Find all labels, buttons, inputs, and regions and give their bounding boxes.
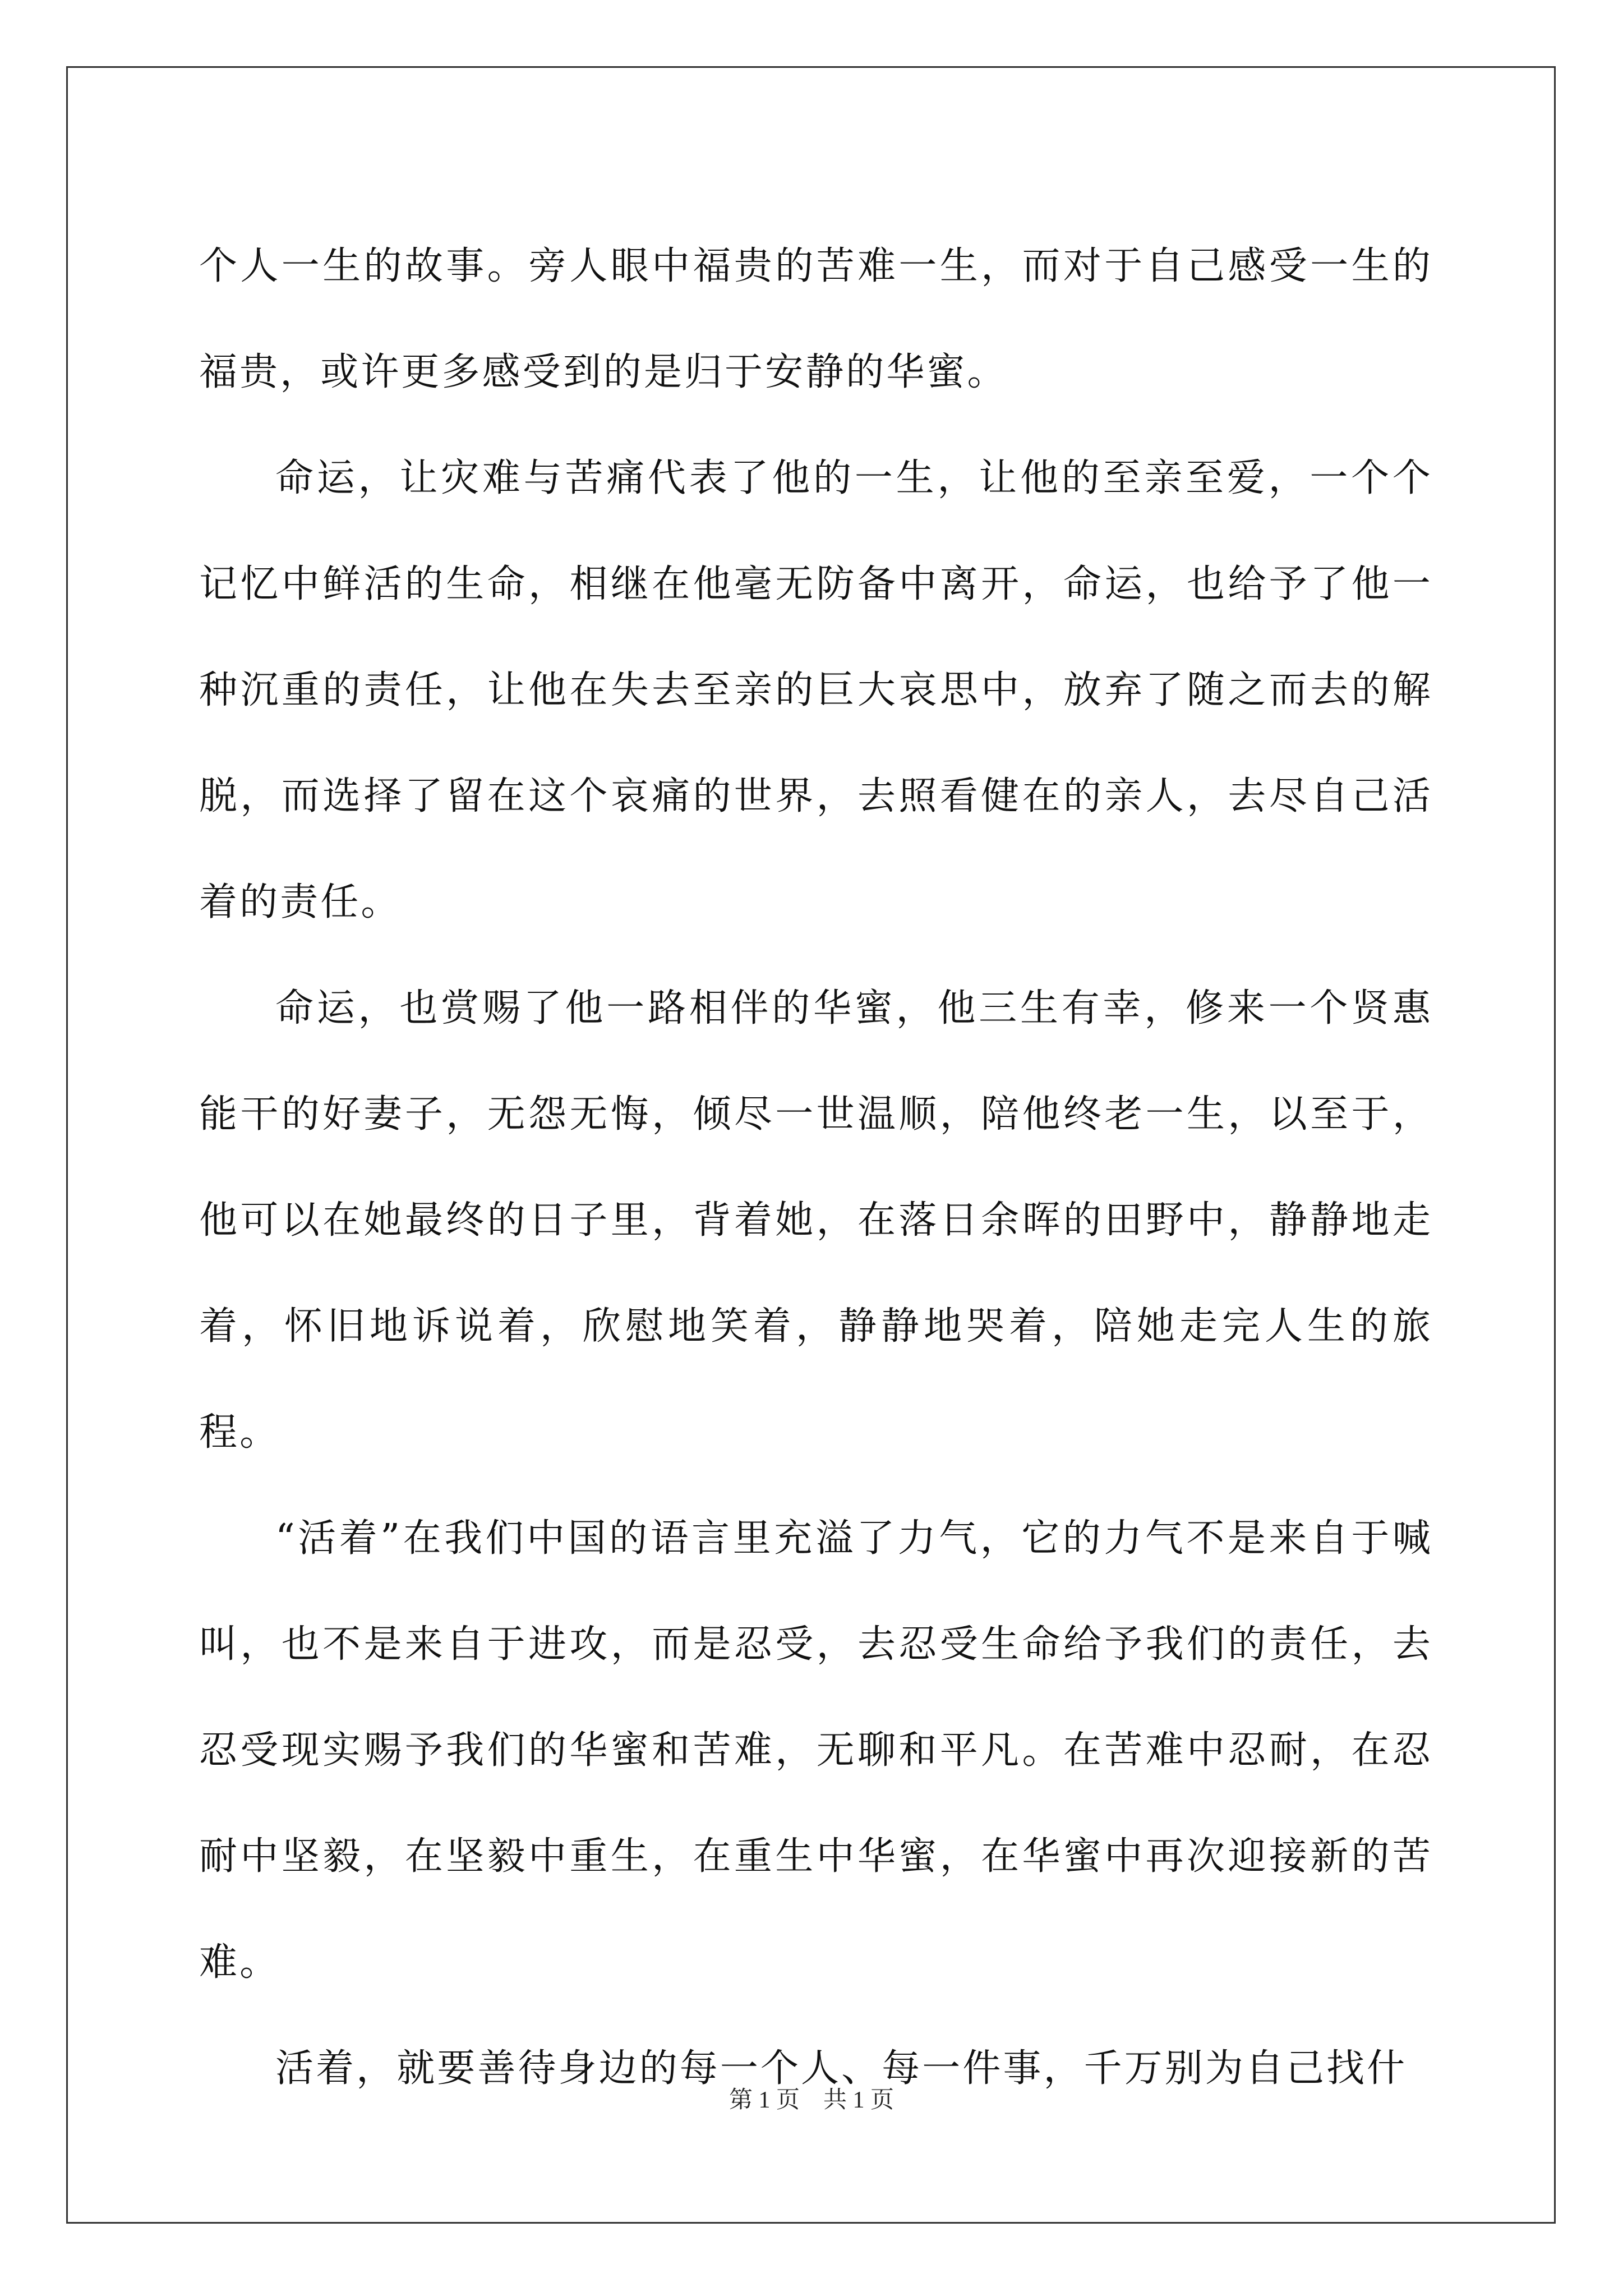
paragraph-4: “活着”在我们中国的语言里充溢了力气，它的力气不是来自于喊叫，也不是来自于进攻，而是忍受，去忍受生命给予我们的责任，去忍受现实赐予我们的华蜜和苦难，无聊和平凡。在苦难中忍耐，在忍耐中坚毅，在坚毅中重生，在重生中华蜜，在华蜜中再次迎接新的苦难。 [199, 1516, 1433, 1985]
paragraph-3: 命运，也赏赐了他一路相伴的华蜜，他三生有幸，修来一个贤惠能干的好妻子，无怨无悔，倾尽一世温顺，陪他终老一生，以至于，他可以在她最终的日子里，背着她，在落日余晖的田野中，静静地走着，怀旧地诉说着，欣慰地笑着，静静地哭着，陪她走完人生的旅程。 [199, 986, 1433, 1455]
paragraph-2: 命运，让灾难与苦痛代表了他的一生，让他的至亲至爱，一个个记忆中鲜活的生命，相继在他毫无防备中离开，命运，也给予了他一种沉重的责任，让他在失去至亲的巨大哀思中，放弃了随之而去的解脱，而选择了留在这个哀痛的世界，去照看健在的亲人，去尽自己活着的责任。 [199, 456, 1433, 924]
page-total: 共 1 页 [823, 2087, 895, 2113]
paragraph-1: 个人一生的故事。旁人眼中福贵的苦难一生，而对于自己感受一生的福贵，或许更多感受到的是归于安静的华蜜。 [199, 244, 1433, 394]
page-footer [0, 2081, 1623, 2115]
page-number: 第 1 页 [728, 2087, 800, 2113]
paragraph-5: 活着，就要善待身边的每一个人、每一件事，千万别为自己找什 [275, 2046, 1408, 2091]
document-body [199, 213, 1433, 2122]
